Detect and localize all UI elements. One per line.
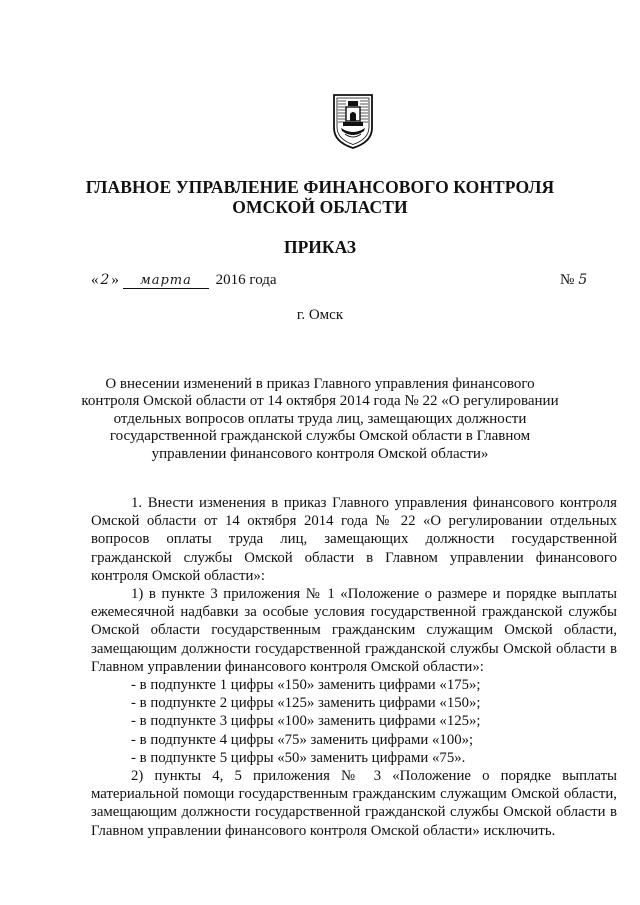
list-item: - в подпункте 5 цифры «50» заменить цифрами «75».	[131, 749, 466, 766]
paragraph-1: 1. Внести изменения в приказ Главного управления финансового контроля Омской области от 14 октября 2014 года № 22 «О регулировании отдельных вопросов оплаты труда лиц, замещающих должности государственной гражданской службы Омской области в Главном управлении финансового контроля Омской области»:	[91, 495, 617, 584]
quote-open: «	[91, 272, 99, 288]
list-item: - в подпункте 1 цифры «150» заменить цифрами «175»;	[131, 677, 481, 694]
list-item: - в подпункте 4 цифры «75» заменить цифрами «100»;	[131, 731, 474, 748]
paragraph-1-subitem-1: 1) в пункте 3 приложения № 1 «Положение о размере и порядке выплаты ежемесячной надбавки за особые условия государственной гражданской службы Омской области государственным гражданским служащим Омской области, замещающим должности государственной гражданской службы Омской области в Главном управлении финансового контроля Омской области»:	[91, 586, 617, 675]
document-subject: О внесении изменений в приказ Главного управления финансового контроля Омской области от 14 октября 2014 года № 22 «О регулировании отдельных вопросов оплаты труда лиц, замещающих должности государственной гражданской службы Омской области в Главном управлении финансового контроля Омской области»	[81, 376, 559, 462]
date-day: 2	[100, 272, 110, 288]
list-item: - в подпункте 3 цифры «100» заменить цифрами «125»;	[131, 713, 481, 730]
organization-name-line1: ГЛАВНОЕ УПРАВЛЕНИЕ ФИНАНСОВОГО КОНТРОЛЯ	[85, 177, 555, 197]
date-year: 2016 года	[215, 272, 277, 288]
document-type-title: ПРИКАЗ	[283, 237, 357, 257]
organization-name-line2: ОМСКОЙ ОБЛАСТИ	[232, 197, 408, 217]
document-date	[91, 270, 277, 290]
quote-close: »	[111, 272, 119, 288]
number-value: 5	[578, 272, 588, 288]
date-month: марта	[123, 274, 209, 289]
list-item: - в подпункте 2 цифры «125» заменить цифрами «150»;	[131, 695, 481, 712]
document-number	[560, 270, 587, 290]
omsk-coat-of-arms-icon	[331, 92, 375, 150]
document-body	[91, 494, 617, 840]
paragraph-1-subitem-2: 2) пункты 4, 5 приложения № 3 «Положение о порядке выплаты материальной помощи государственным гражданским служащим Омской области, замещающим должности государственной гражданской службы Омской области в Главном управлении финансового контроля Омской области» исключить.	[91, 768, 617, 839]
number-sign: №	[560, 272, 575, 288]
document-city: г. Омск	[296, 307, 344, 323]
